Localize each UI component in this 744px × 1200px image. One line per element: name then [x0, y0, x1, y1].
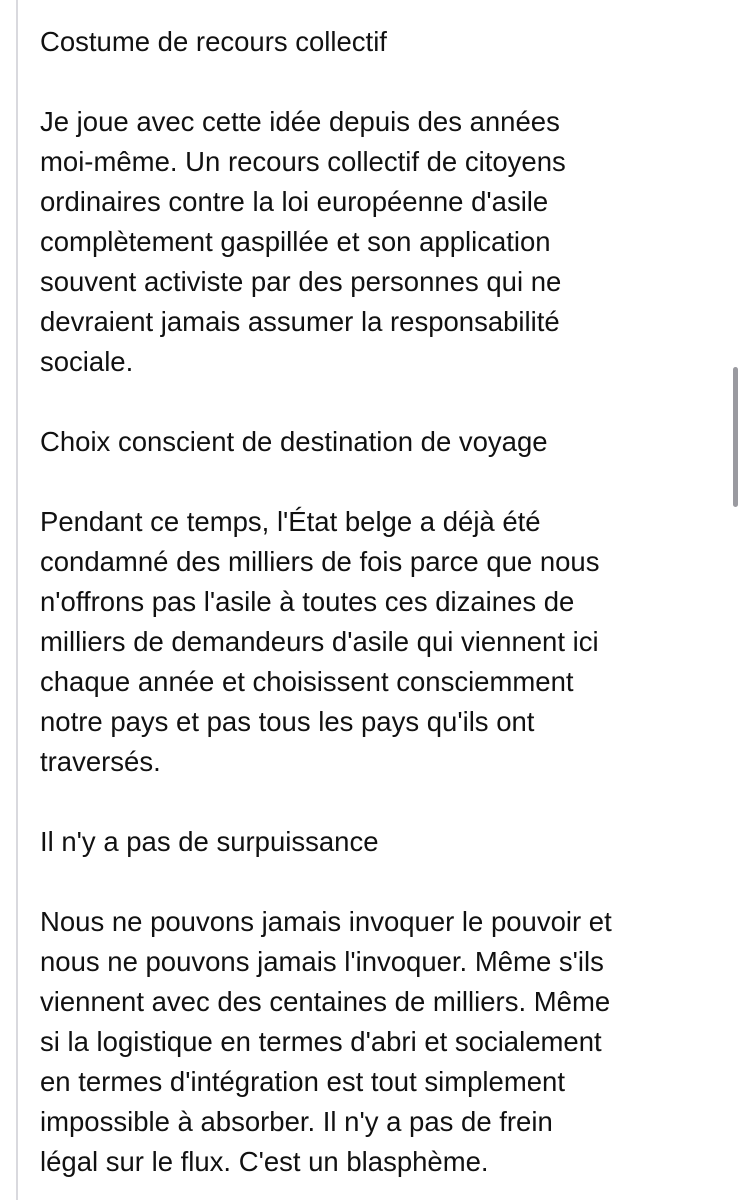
left-divider [16, 0, 18, 1200]
section-heading [40, 22, 730, 62]
heading-text: Choix conscient de destination de voyage [40, 426, 548, 457]
body-line: chaque année et choisissent consciemment [40, 666, 574, 697]
section-body [40, 502, 730, 782]
section-heading [40, 822, 730, 862]
section-heading [40, 422, 730, 462]
body-line: moi-même. Un recours collectif de citoyens [40, 146, 566, 177]
body-line: traversés. [40, 746, 161, 777]
section-body [40, 902, 730, 1182]
body-line: impossible à absorber. Il n'y a pas de frein [40, 1106, 553, 1137]
body-line: sociale. [40, 346, 134, 377]
body-line: n'offrons pas l'asile à toutes ces dizaines de [40, 586, 575, 617]
body-line: Je joue avec cette idée depuis des années [40, 106, 560, 137]
note-content [40, 22, 730, 1200]
section-body [40, 102, 730, 382]
body-line: si la logistique en termes d'abri et socialement [40, 1026, 602, 1057]
heading-text: Costume de recours collectif [40, 26, 387, 57]
body-line: complètement gaspillée et son application [40, 226, 551, 257]
body-line: ordinaires contre la loi européenne d'asile [40, 186, 549, 217]
body-line: devraient jamais assumer la responsabilité [40, 306, 560, 337]
body-line: Nous ne pouvons jamais invoquer le pouvoir et [40, 906, 612, 937]
heading-text: Il n'y a pas de surpuissance [40, 826, 379, 857]
body-line: viennent avec des centaines de milliers. Même [40, 986, 611, 1017]
body-line: en termes d'intégration est tout simplement [40, 1066, 565, 1097]
body-line: notre pays et pas tous les pays qu'ils ont [40, 706, 535, 737]
body-line: milliers de demandeurs d'asile qui viennent ici [40, 626, 599, 657]
body-line: nous ne pouvons jamais l'invoquer. Même s'ils [40, 946, 604, 977]
body-line: Pendant ce temps, l'État belge a déjà été [40, 506, 541, 537]
body-line: légal sur le flux. C'est un blasphème. [40, 1146, 489, 1177]
vertical-scrollbar-thumb[interactable] [733, 367, 738, 507]
body-line: souvent activiste par des personnes qui ne [40, 266, 562, 297]
body-line: condamné des milliers de fois parce que nous [40, 546, 600, 577]
